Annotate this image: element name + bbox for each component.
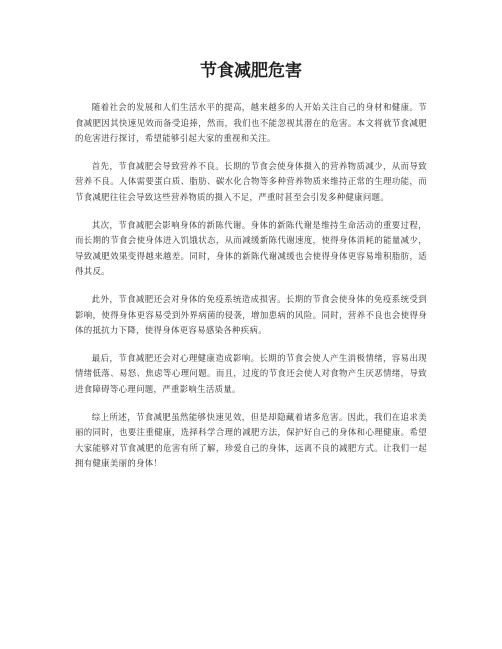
- paragraph-conclusion: 综上所述，节食减肥虽然能够快速见效，但是却隐藏着诸多危害。因此，我们在追求美丽的同时，也要注重健康，选择科学合理的减肥方法，保护好自己的身体和心理健康。希望大家能够对节食减肥的危害有所了解，珍爱自己的身体，远离不良的减肥方式。让我们一起拥有健康美丽的身体！: [75, 411, 427, 469]
- paragraph-immune-system: 此外，节食减肥还会对身体的免疫系统造成损害。长期的节食会使身体的免疫系统受到影响，使得身体更容易受到外界病菌的侵袭，增加患病的风险。同时，营养不良也会使得身体的抵抗力下降，使得身体更容易感染各种疾病。: [75, 293, 427, 336]
- paragraph-malnutrition: 首先，节食减肥会导致营养不良。长期的节食会使身体摄入的营养物质减少，从而导致营养不良。人体需要蛋白质、脂肪、碳水化合物等多种营养物质来维持正常的生理功能，而节食减肥往往会导致这些营养物质的摄入不足，严重时甚至会引发多种健康问题。: [75, 160, 427, 202]
- document-title: 节食减肥危害: [200, 61, 302, 81]
- paragraph-intro: 随着社会的发展和人们生活水平的提高，越来越多的人开始关注自己的身材和健康。节食减肥因其快速见效而备受追捧，然而，我们也不能忽视其潜在的危害。本文将就节食减肥的危害进行探讨，希望能够引起大家的重视和关注。: [75, 102, 427, 144]
- paragraph-metabolism: 其次，节食减肥会影响身体的新陈代谢。身体的新陈代谢是维持生命活动的重要过程，而长期的节食会使身体进入饥饿状态，从而减缓新陈代谢速度，使得身体消耗的能量减少，导致减肥效果变得越来越差。同时，身体的新陈代谢减缓也会使得身体更容易堆积脂肪，适得其反。: [75, 219, 427, 277]
- paragraph-mental-health: 最后，节食减肥还会对心理健康造成影响。长期的节食会使人产生消极情绪，容易出现情绪低落、易怒、焦虑等心理问题。而且，过度的节食还会使人对食物产生厌恶情绪，导致进食障碍等心理问题，严重影响生活质量。: [75, 352, 427, 394]
- document-body: [75, 100, 427, 484]
